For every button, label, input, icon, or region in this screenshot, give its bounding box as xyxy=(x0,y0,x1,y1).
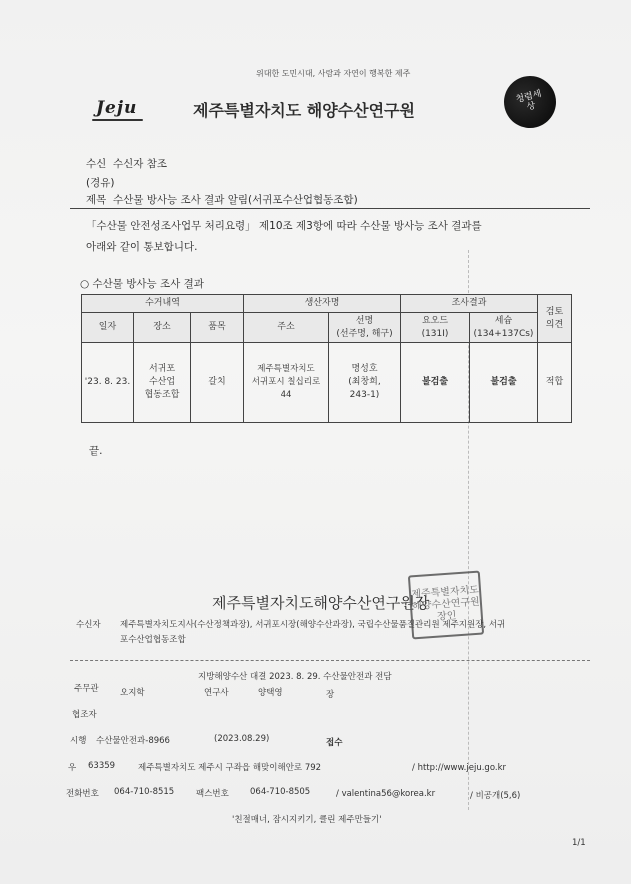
end-mark: 끝. xyxy=(89,445,103,457)
subheader-cesium: 세슘 (134+137Cs) xyxy=(470,313,538,343)
subheader-place: 장소 xyxy=(134,313,191,343)
chief-label: 장 xyxy=(326,690,335,700)
section-title: ○ 수산물 방사능 조사 결과 xyxy=(80,278,204,290)
recipients-line-1: 제주특별자치도지사(수산정책과장), 서귀포시장(해양수산과장), 국립수산물품질관리원 제주지원장, 서귀 xyxy=(120,620,506,630)
cell-place: 서귀포 수산업 협동조합 xyxy=(134,343,191,423)
subject-divider xyxy=(70,208,590,209)
recipients-line-2: 포수산업협동조합 xyxy=(120,635,186,645)
body-line-2: 아래와 같이 통보합니다. xyxy=(86,241,198,253)
cell-iodine: 불검출 xyxy=(401,343,470,423)
cooperator-label: 협조자 xyxy=(72,710,97,720)
recipient-label: 수신 xyxy=(86,158,107,170)
subheader-address: 주소 xyxy=(244,313,329,343)
subject-label: 제목 xyxy=(86,194,107,206)
email: / valentina56@korea.kr xyxy=(336,789,436,799)
cell-address: 제주특별자치도 서귀포시 칠십리로 44 xyxy=(244,343,329,423)
via-line: (경유) xyxy=(86,177,115,189)
footer-divider xyxy=(70,660,590,661)
emblem-text: 청렴세상 xyxy=(514,89,543,113)
enforcement-label: 시행 xyxy=(70,736,87,746)
table-row xyxy=(82,343,572,423)
phone-number: 064-710-8515 xyxy=(114,787,175,797)
researcher-label: 연구사 xyxy=(204,688,229,698)
enforcement-value: 수산물안전과-8966 xyxy=(96,736,170,746)
header-producer: 생산자명 xyxy=(244,295,401,313)
subheader-iodine: 요오드 (131I) xyxy=(401,313,470,343)
website: / http://www.jeju.go.kr xyxy=(412,763,506,773)
cell-date: '23. 8. 23. xyxy=(82,343,134,423)
drafter-name: 오지학 xyxy=(120,688,145,698)
subject-value: 수산물 방사능 조사 결과 알림(서귀포수산업협동조합) xyxy=(112,194,358,206)
fax-label: 팩스번호 xyxy=(196,789,229,799)
cell-review: 적합 xyxy=(538,343,572,423)
header-review: 검토 의견 xyxy=(538,295,572,343)
subheader-date: 일자 xyxy=(82,313,134,343)
slogan: 위대한 도민시대, 사람과 자연이 행복한 제주 xyxy=(256,69,411,78)
cell-cesium: 불검출 xyxy=(470,343,538,423)
integrity-emblem-icon xyxy=(498,70,561,133)
page-number: 1/1 xyxy=(572,838,586,848)
cell-vessel: 명성호 (최창희, 243-1) xyxy=(329,343,401,423)
subject-row xyxy=(86,192,358,207)
approval-note: 지방해양수산 대결 2023. 8. 29. 수산물안전과 전담 xyxy=(198,672,392,682)
header-result: 조사결과 xyxy=(401,295,538,313)
postal-code: 63359 xyxy=(88,761,116,771)
recipient-value: 수신자 참조 xyxy=(112,158,168,170)
phone-label: 전화번호 xyxy=(66,789,99,799)
office-address: 제주특별자치도 제주시 구좌읍 해맞이해안로 792 xyxy=(138,763,322,773)
official-seal: 제주특별자치도해양수산연구원장인 xyxy=(408,571,484,640)
disclosure: / 비공개(5,6) xyxy=(470,791,521,801)
jeju-logo: Jeju xyxy=(96,98,138,118)
postal-label: 우 xyxy=(68,763,77,773)
subheader-vessel: 선명 (선주명, 해구) xyxy=(329,313,401,343)
header-sampling: 수거내역 xyxy=(82,295,244,313)
subheader-item: 품목 xyxy=(191,313,244,343)
recipients-label: 수신자 xyxy=(76,620,101,630)
campaign-slogan: '친절매너, 잠시지키기, 클린 제주만들기' xyxy=(232,815,382,825)
cell-item: 갈치 xyxy=(191,343,244,423)
fax-number: 064-710-8505 xyxy=(250,787,311,797)
body-line-1: 「수산물 안전성조사업무 처리요령」 제10조 제3항에 따라 수산물 방사능 조사 결과를 xyxy=(86,220,482,232)
receipt-label: 접수 xyxy=(326,738,343,748)
researcher-name: 양택영 xyxy=(258,688,283,698)
recipient-row xyxy=(86,156,167,171)
results-table xyxy=(81,294,572,423)
enforcement-date: (2023.08.29) xyxy=(214,734,270,744)
sender-title: 제주특별자치도해양수산연구원장 xyxy=(212,594,430,612)
org-title: 제주특별자치도 해양수산연구원 xyxy=(193,101,415,120)
drafter-label: 주무관 xyxy=(74,684,99,694)
